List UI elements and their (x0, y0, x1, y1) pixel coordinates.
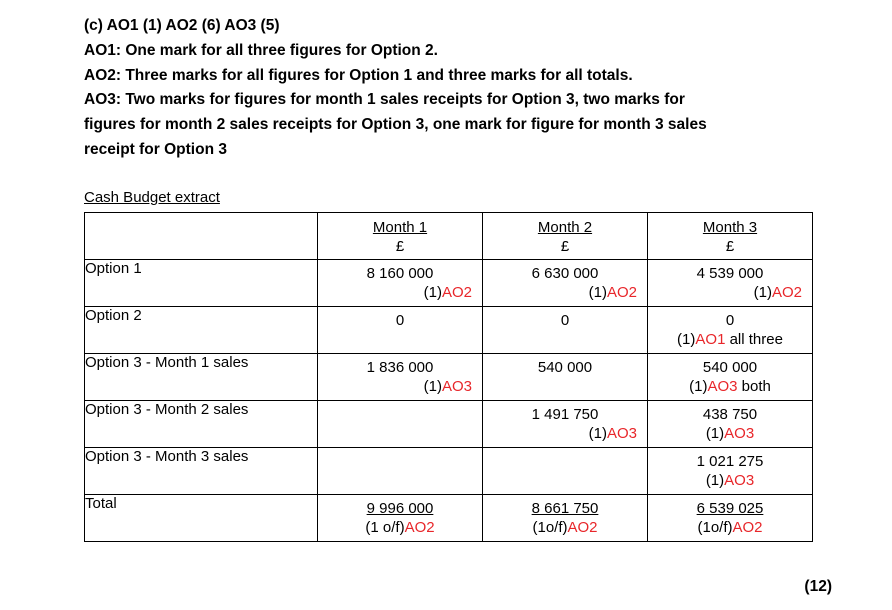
row-label-cell (85, 306, 318, 353)
row-month1-cell (318, 447, 483, 494)
cell-mark (648, 472, 812, 493)
table-row (85, 259, 813, 306)
ao-tag: AO3 (724, 471, 755, 489)
cell-mark (318, 406, 482, 408)
mark-count: (1) (423, 283, 442, 301)
ao-tag: AO3 (707, 377, 738, 395)
row-label-cell (85, 259, 318, 306)
cell-mark (318, 519, 482, 540)
row-label: Option 3 - Month 3 sales (85, 447, 249, 465)
row-month1-cell (318, 259, 483, 306)
header-month3-label: Month 3 (702, 218, 758, 236)
row-month3-cell (648, 447, 813, 494)
mark-count: (1) (423, 377, 442, 395)
table-row (85, 353, 813, 400)
mark-count: (1) (753, 283, 772, 301)
cell-mark (318, 284, 482, 305)
ao-tag: AO2 (567, 518, 598, 536)
row-label: Option 1 (85, 259, 142, 277)
table-row (85, 447, 813, 494)
ao-tag: AO3 (606, 424, 637, 442)
cell-value: 6 630 000 (531, 264, 599, 282)
cell-value: 1 836 000 (366, 358, 434, 376)
cell-value: 1 021 275 (696, 452, 764, 470)
row-label-cell (85, 353, 318, 400)
row-month1-cell (318, 353, 483, 400)
row-month1-cell (318, 306, 483, 353)
cell-mark (483, 425, 647, 446)
cell-value: 0 (395, 311, 405, 329)
row-label: Option 2 (85, 306, 142, 324)
heading-line-3: AO2: Three marks for all figures for Option 1 and three marks for all totals. (84, 66, 633, 84)
heading-line-1: (c) AO1 (1) AO2 (6) AO3 (5) (84, 17, 280, 34)
ao-tag: AO3 (441, 377, 472, 395)
cell-value: 8 661 750 (531, 499, 599, 517)
mark-count: (1) (588, 283, 607, 301)
mark-count: (1 o/f) (365, 518, 405, 536)
row-label-cell (85, 400, 318, 447)
mark-count: (1) (705, 424, 725, 442)
header-month2-cell (483, 212, 648, 259)
cell-mark (483, 453, 647, 455)
row-month3-cell (648, 306, 813, 353)
cell-mark (483, 519, 647, 540)
header-corner-cell (85, 212, 318, 259)
table-row (85, 400, 813, 447)
header-month1-cell (318, 212, 483, 259)
cell-mark (648, 519, 812, 540)
row-month2-cell (483, 259, 648, 306)
cell-value: 1 491 750 (531, 405, 599, 423)
ao-tag: AO2 (732, 518, 763, 536)
heading-line-4: AO3: Two marks for figures for month 1 sales receipts for Option 3, two marks for (84, 91, 685, 109)
cell-value: 540 000 (537, 358, 593, 376)
row-month2-cell (483, 400, 648, 447)
cell-mark (648, 425, 812, 446)
ao-tag: AO2 (404, 518, 435, 536)
cash-budget-table (84, 212, 813, 542)
cell-mark (318, 378, 482, 399)
mark-count: (1) (588, 424, 607, 442)
cell-value: 0 (560, 311, 570, 329)
cell-mark (648, 331, 812, 352)
cell-value: 9 996 000 (366, 499, 434, 517)
ao-tag: AO1 (695, 330, 726, 348)
table-row-total (85, 494, 813, 541)
ao-tag: AO2 (771, 283, 802, 301)
cell-value: 8 160 000 (366, 264, 434, 282)
row-month2-cell (483, 306, 648, 353)
cell-value: 0 (725, 311, 735, 329)
cell-value: 4 539 000 (696, 264, 764, 282)
row-label: Option 3 - Month 2 sales (85, 400, 249, 418)
row-month3-cell (648, 494, 813, 541)
ao-tag: AO2 (441, 283, 472, 301)
mark-count: (1) (705, 471, 725, 489)
row-month3-cell (648, 400, 813, 447)
row-label: Total (85, 494, 117, 512)
mark-suffix: both (737, 377, 771, 395)
row-label: Option 3 - Month 1 sales (85, 353, 249, 371)
heading-line-5: figures for month 2 sales receipts for Option 3, one mark for figure for month 3 sales (84, 116, 707, 134)
header-month1-currency: £ (395, 237, 405, 255)
header-month1-label: Month 1 (372, 218, 428, 236)
row-label-cell (85, 447, 318, 494)
row-month1-cell (318, 494, 483, 541)
mark-scheme-heading (84, 14, 832, 163)
cell-mark (648, 378, 812, 399)
header-month3-cell (648, 212, 813, 259)
row-label-cell (85, 494, 318, 541)
cell-mark (318, 453, 482, 455)
ao-tag: AO2 (606, 283, 637, 301)
cell-mark (483, 331, 647, 333)
table-row (85, 306, 813, 353)
row-month2-cell (483, 494, 648, 541)
table-header-row (85, 212, 813, 259)
mark-count: (1) (677, 330, 696, 348)
cell-mark (648, 284, 812, 305)
header-month2-label: Month 2 (537, 218, 593, 236)
header-month2-currency: £ (560, 237, 570, 255)
heading-line-6: receipt for Option 3 (84, 140, 227, 158)
row-month3-cell (648, 353, 813, 400)
cell-value: 438 750 (702, 405, 758, 423)
row-month2-cell (483, 447, 648, 494)
table-caption: Cash Budget extract (84, 188, 220, 206)
mark-count: (1) (689, 377, 708, 395)
row-month1-cell (318, 400, 483, 447)
cell-value: 540 000 (702, 358, 758, 376)
cell-value: 6 539 025 (696, 499, 764, 517)
mark-suffix: all three (725, 330, 783, 348)
row-month3-cell (648, 259, 813, 306)
heading-table-spacer (84, 163, 832, 189)
total-marks: (12) (804, 578, 832, 595)
cell-mark (483, 284, 647, 305)
cell-mark (483, 378, 647, 380)
ao-tag: AO3 (724, 424, 755, 442)
heading-line-2: AO1: One mark for all three figures for Option 2. (84, 41, 438, 59)
mark-count: (1o/f) (697, 518, 733, 536)
mark-count: (1o/f) (532, 518, 568, 536)
header-corner-text (85, 213, 317, 218)
cell-mark (318, 331, 482, 333)
row-month2-cell (483, 353, 648, 400)
header-month3-currency: £ (725, 237, 735, 255)
